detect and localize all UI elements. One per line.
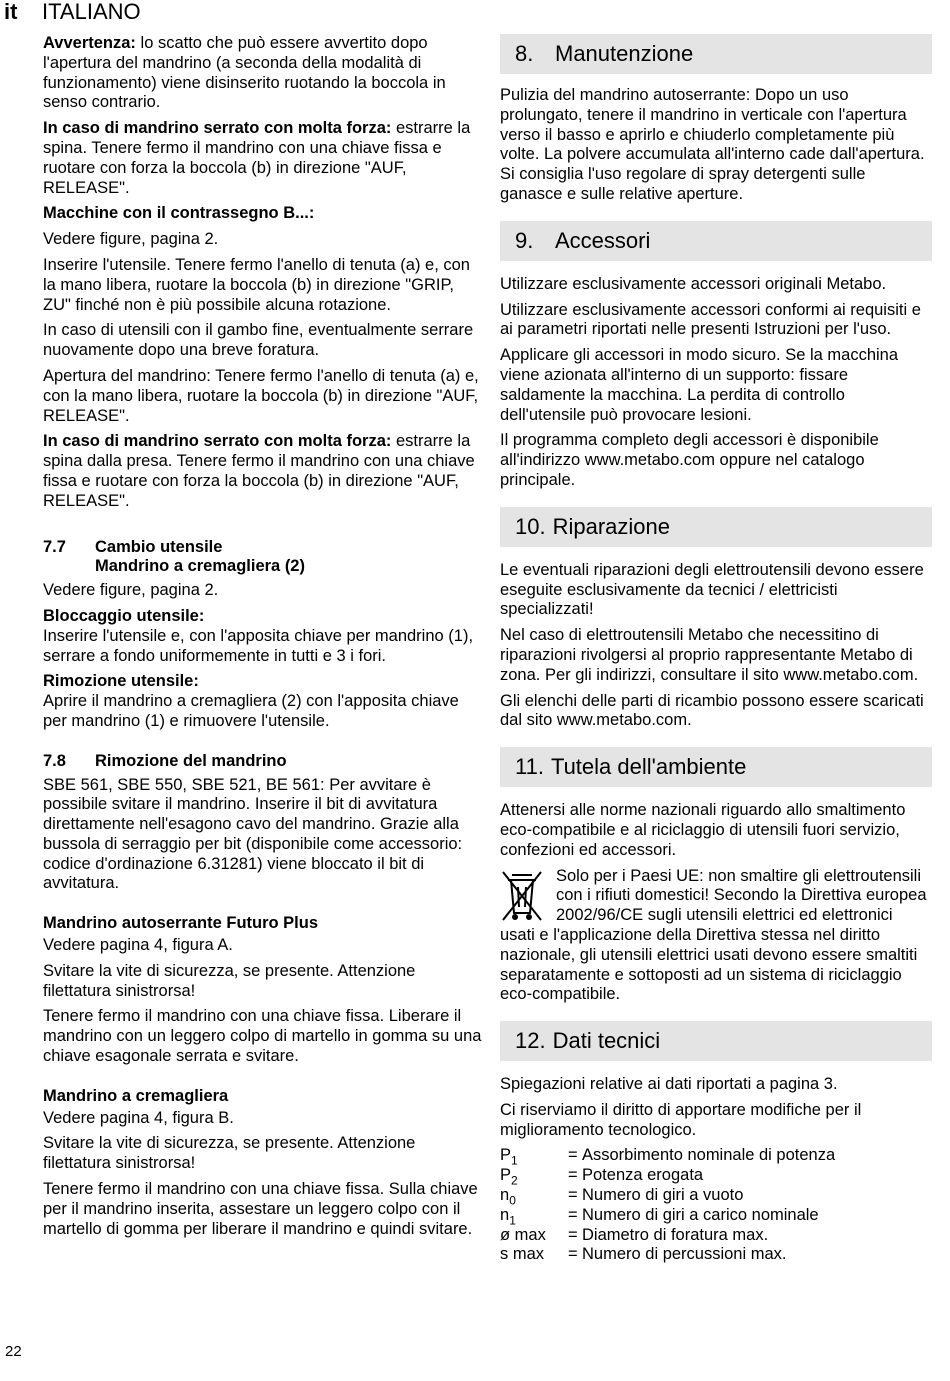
section-8-number: 8. — [515, 41, 534, 66]
section-10-title: Riparazione — [552, 513, 670, 539]
section-10-heading — [500, 507, 932, 547]
section-8-title: Manutenzione — [555, 41, 694, 66]
chuck-opening-text: Apertura del mandrino: Tenere fermo l'anello di tenuta (a) e, con la mano libera, ruotare la boccola (b) in direzione "AUF, RELEASE". — [43, 366, 479, 425]
environment-text-2: Solo per i Paesi UE: non smaltire gli elettroutensili con i rifiuti domestici! Secondo la Direttiva europea 2002/96/CE sugli utensili elettrici ed elettronici usati e l'applicazione della Direttiva stessa nel diritto nazionale, gli utensili elettrici usati devono essere smaltiti separatamente e sottoposti ad un sistema di riciclaggio eco-compatibile. — [500, 866, 927, 1004]
section-8-heading — [500, 34, 932, 74]
tight-chuck-label-2: In caso di mandrino serrato con molta forza: — [43, 432, 392, 451]
spec-description: Numero di giri a carico nominale — [582, 1205, 819, 1224]
section-11-title: Tutela dell'ambiente — [550, 754, 747, 780]
spec-description: Diametro di foratura max. — [582, 1225, 769, 1244]
tight-chuck-text: estrarre la spina. Tenere fermo il mandrino con una chiave fissa e ruotare con forza la boccola (b) in direzione "AUF, RELEASE". — [43, 119, 471, 197]
spec-row — [500, 1245, 932, 1265]
crossed-out-wheelie-bin-icon — [500, 869, 544, 923]
futuro-plus-heading: Mandrino autoserrante Futuro Plus — [43, 914, 319, 933]
warning-paragraph — [43, 34, 483, 113]
tech-data-text-2: Ci riserviamo il diritto di apportare modifiche per il miglioramento tecnologico. — [500, 1100, 862, 1139]
rack-see-page: Vedere pagina 4, figura B. — [43, 1108, 234, 1127]
tool-removal-text: Aprire il mandrino a cremagliera (2) con l'apposita chiave per mandrino (1) e rimuovere l'utensile. — [43, 692, 459, 730]
rack-safety-screw: Svitare la vite di sicurezza, se presente. Attenzione filettatura sinistrorsa! — [43, 1134, 416, 1173]
tight-chuck-paragraph — [43, 119, 483, 198]
section-11-number: 11. — [515, 754, 544, 780]
left-column — [43, 34, 483, 1245]
rack-chuck-heading: Mandrino a cremagliera — [43, 1086, 229, 1105]
spec-equals: = — [568, 1225, 578, 1244]
futuro-release-text: Tenere fermo il mandrino con una chiave fissa. Liberare il mandrino con un leggero colpo di martello in gomma su una chiave esagonale serrata e svitare. — [43, 1007, 482, 1066]
spec-symbol: s max — [500, 1245, 545, 1264]
tech-data-text-1: Spiegazioni relative ai dati riportati a pagina 3. — [500, 1075, 838, 1094]
spec-description: Assorbimento nominale di potenza — [582, 1146, 836, 1165]
futuro-see-page: Vedere pagina 4, figura A. — [43, 936, 233, 955]
spec-equals: = — [568, 1245, 578, 1264]
futuro-safety-screw: Svitare la vite di sicurezza, se presente. Attenzione filettatura sinistrorsa! — [43, 961, 416, 1000]
section-7-7-number: 7.7 — [43, 537, 66, 556]
section-11-heading — [500, 747, 932, 787]
s78-text: SBE 561, SBE 550, SBE 521, BE 561: Per avvitare è possibile svitare il mandrino. Inserire il bit di avvitatura direttamente nell'esagono cavo del mandrino. Grazie alla bussola di serraggio per bit (disponibile come accessorio: codice d'ordinazione 6.31281) viene bloccato il bit di avvitatura. — [43, 775, 463, 893]
spec-equals: = — [568, 1186, 578, 1205]
spec-list — [500, 1146, 932, 1265]
rack-release-text: Tenere fermo il mandrino con una chiave fissa. Sulla chiave per il mandrino inserita, assestare un leggero colpo con il martello di gomma per liberare il mandrino e quindi svitare. — [43, 1180, 478, 1238]
accessories-text-4: Il programma completo degli accessori è disponibile all'indirizzo www.metabo.com oppure nel catalogo principale. — [500, 431, 879, 489]
section-9-heading — [500, 221, 932, 261]
tight-chuck-paragraph-2 — [43, 432, 483, 511]
machines-b-heading: Macchine con il contrassegno B...: — [43, 204, 315, 223]
accessories-text-2: Utilizzare esclusivamente accessori conformi ai requisiti e ai parametri riportati nelle presenti Istruzioni per l'uso. — [500, 300, 921, 339]
spec-row — [500, 1226, 932, 1246]
environment-text-1: Attenersi alle norme nazionali riguardo allo smaltimento eco-compatibile e al riciclaggio di utensili fuori servizio, confezioni ed accessori. — [500, 801, 906, 859]
tool-clamping-heading: Bloccaggio utensile: — [43, 606, 205, 625]
tool-clamping-text: Inserire l'utensile e, con l'apposita chiave per mandrino (1), serrare a fondo uniformemente in tutti e 3 i fori. — [43, 626, 474, 665]
section-12-heading — [500, 1021, 932, 1061]
spec-description: Numero di giri a vuoto — [582, 1186, 744, 1205]
thin-shank-text: In caso di utensili con il gambo fine, eventualmente serrare nuovamente dopo una breve foratura. — [43, 321, 474, 360]
right-column — [500, 34, 932, 1265]
section-7-8-heading — [43, 752, 483, 772]
repair-text-2: Nel caso di elettroutensili Metabo che necessitino di riparazioni rivolgersi al proprio rappresentante Metabo di zona. Per gli indirizzi, consultare il sito www.metabo.com. — [500, 626, 919, 684]
maintenance-text: Pulizia del mandrino autoserrante: Dopo un uso prolungato, tenere il mandrino in verticale con l'apertura verso il basso e aprirlo e chiuderlo completamente più volte. La polvere accumulata all'interno cade dall'apertura. Si consiglia l'uso regolare di spray detergenti sulle ganasce e sulle relative aperture. — [500, 86, 925, 203]
tight-chuck-label: In caso di mandrino serrato con molta forza: — [43, 119, 392, 138]
spec-symbol: $n_0$ — [500, 1186, 516, 1208]
warning-label: Avvertenza: — [43, 34, 136, 52]
section-7-7-subtitle: Mandrino a cremagliera (2) — [95, 557, 305, 576]
weee-block — [500, 867, 932, 1006]
spec-equals: = — [568, 1205, 578, 1224]
section-9-number: 9. — [515, 227, 534, 253]
section-12-title: Dati tecnici — [552, 1028, 661, 1054]
spec-equals: = — [568, 1166, 578, 1185]
s77-see-figures: Vedere figure, pagina 2. — [43, 581, 219, 600]
warning-text: lo scatto che può essere avvertito dopo l'apertura del mandrino (a seconda della modalità di funzionamento) viene disinserito ruotando la boccola in senso contrario. — [43, 34, 446, 112]
language-title: ITALIANO — [42, 0, 141, 24]
spec-row — [500, 1186, 932, 1206]
spec-symbol: $P_2$ — [500, 1166, 518, 1188]
spec-row — [500, 1206, 932, 1226]
section-7-7-title: Cambio utensile — [95, 537, 223, 556]
spec-row — [500, 1146, 932, 1166]
section-7-8-number: 7.8 — [43, 751, 66, 770]
accessories-text-3: Applicare gli accessori in modo sicuro. Se la macchina viene azionata all'interno di un supporto: fissare saldamente la macchina. La perdita di controllo dell'utensile può provocare lesioni. — [500, 346, 899, 424]
tool-removal-heading: Rimozione utensile: — [43, 672, 199, 691]
section-9-title: Accessori — [555, 227, 651, 253]
see-figures-text: Vedere figure, pagina 2. — [43, 230, 219, 249]
repair-text-3: Gli elenchi delle parti di ricambio possono essere scaricati dal sito www.metabo.com. — [500, 691, 924, 730]
accessories-text-1: Utilizzare esclusivamente accessori originali Metabo. — [500, 274, 887, 293]
section-7-8-title: Rimozione del mandrino — [95, 751, 287, 770]
spec-equals: = — [568, 1146, 578, 1165]
spec-symbol: $P_1$ — [500, 1146, 518, 1168]
spec-row — [500, 1166, 932, 1186]
section-10-number: 10. — [515, 513, 546, 539]
spec-symbol: ø max — [500, 1225, 546, 1244]
section-12-number: 12. — [515, 1028, 546, 1054]
spec-description: Numero di percussioni max. — [582, 1245, 787, 1264]
repair-text-1: Le eventuali riparazioni degli elettroutensili devono essere eseguite esclusivamente da tecnici / elettricisti specializzati! — [500, 560, 924, 619]
language-code: it — [4, 0, 18, 24]
tight-chuck-text-2: estrarre la spina dalla presa. Tenere fermo il mandrino con una chiave fissa e ruotare con forza la boccola (b) in direzione "AUF, RELEASE". — [43, 432, 475, 510]
section-7-7-heading — [43, 538, 483, 578]
spec-symbol: $n_1$ — [500, 1205, 516, 1228]
page-number: 22 — [5, 1343, 22, 1360]
spec-description: Potenza erogata — [582, 1166, 704, 1185]
insert-tool-text: Inserire l'utensile. Tenere fermo l'anello di tenuta (a) e, con la mano libera, ruotare la boccola (b) in direzione "GRIP, ZU" finché non è più possibile alcuna rotazione. — [43, 255, 470, 314]
